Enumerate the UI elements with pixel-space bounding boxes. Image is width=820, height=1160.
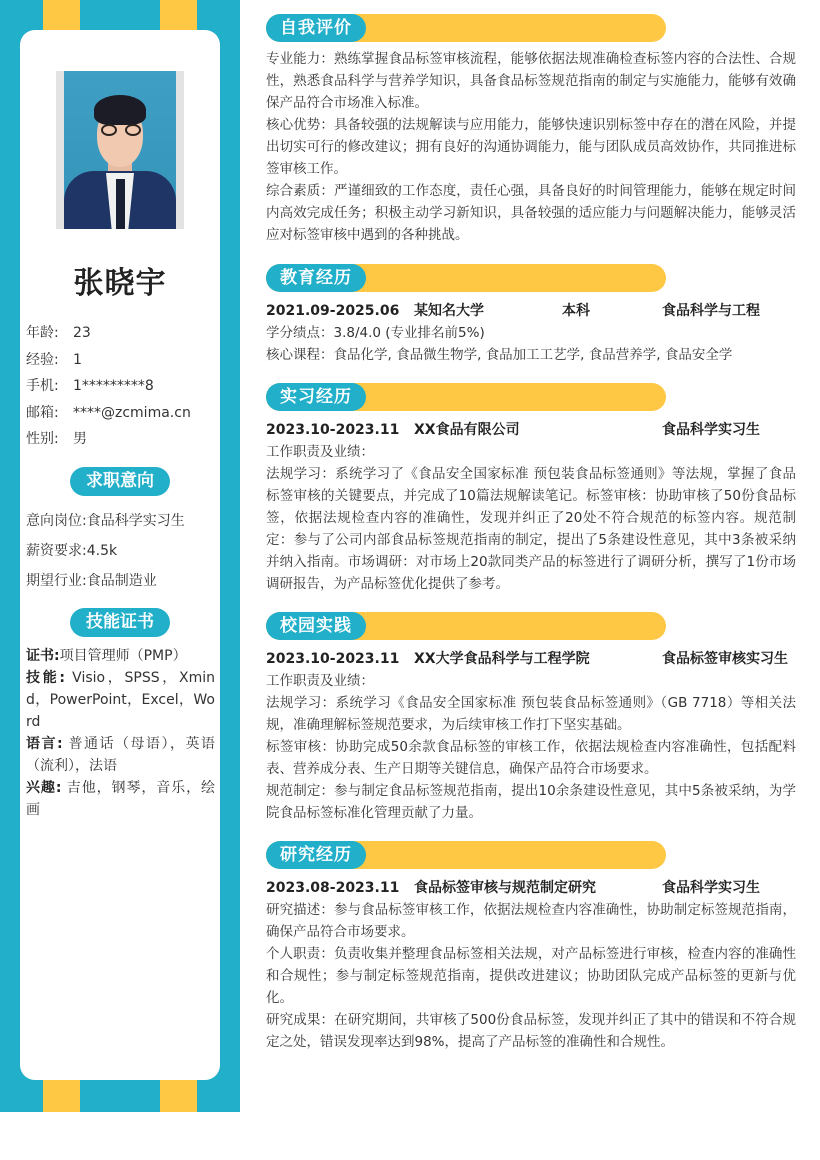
- paragraph: 学分绩点：3.8/4.0 (专业排名前5%): [266, 325, 485, 341]
- job-intent-title: 求职意向: [70, 467, 170, 496]
- section-title: 校园实践: [266, 612, 366, 640]
- profile-photo: [64, 71, 176, 229]
- skill-tools: 技能: Visio，SPSS，Xmind，PowerPoint，Excel，Word: [26, 670, 215, 730]
- skill-hobbies: 兴趣: 吉他，钢琴，音乐，绘画: [26, 780, 215, 818]
- paragraph: 核心优势：具备较强的法规解读与应用能力，能够快速识别标签中存在的潜在风险，并提出切实可行的修改建议；拥有良好的沟通协调能力，能与团队成员高效协作，共同推进标签审核工作。: [266, 117, 796, 177]
- section-header-education: [266, 264, 666, 292]
- info-phone: 手机: 1*********8: [26, 378, 154, 394]
- paragraph: 工作职责及业绩：: [266, 444, 374, 460]
- intent-salary: 薪资要求:4.5k: [26, 543, 118, 559]
- campus-body: [266, 648, 796, 824]
- paragraph: 核心课程：食品化学, 食品微生物学, 食品加工工艺学, 食品营养学, 食品安全学: [266, 347, 733, 363]
- research-entry: 2023.08-2023.11 食品标签审核与规范制定研究 食品科学实习生: [266, 880, 760, 896]
- skill-languages: 语言: 普通话（母语），英语（流利），法语: [26, 736, 215, 774]
- info-age: 年龄: 23: [26, 325, 91, 341]
- intent-industry: 期望行业:食品制造业: [26, 573, 157, 589]
- paragraph: 法规学习：系统学习了《食品安全国家标准 预包装食品标签通则》等法规，掌握了食品标签审核的关键要点，并完成了10篇法规解读笔记。标签审核：协助审核了50份食品标签，依据法规检查内容的准确性，发现并纠正了20处不符合规范的标签内容。规范制定：参与了公司内部食品标签规范指南的制定，提出了5条建设性意见，其中3条被采纳并纳入指南。市场调研：对市场上20款同类产品的标签进行了调研分析，撰写了1份市场调研报告，为产品标签优化提供了参考。: [266, 466, 796, 592]
- info-experience: 经验: 1: [26, 351, 82, 368]
- section-header-research: [266, 841, 666, 869]
- paragraph: 专业能力：熟练掌握食品标签审核流程，能够依据法规准确检查标签内容的合法性、合规性，熟悉食品科学与营养学知识，具备食品标签规范指南的制定与实施能力，能够有效确保产品符合市场准入标准。: [266, 51, 796, 111]
- paragraph: 工作职责及业绩：: [266, 673, 374, 689]
- section-title: 研究经历: [266, 841, 366, 869]
- profile-card: [20, 30, 220, 1080]
- section-header-campus: [266, 612, 666, 640]
- education-entry: 2021.09-2025.06 某知名大学 本科 食品科学与工程: [266, 303, 760, 319]
- research-body: [266, 877, 796, 1053]
- section-title: 教育经历: [266, 264, 366, 292]
- paragraph: 规范制定：参与制定食品标签规范指南，提出10余条建设性意见，其中5条被采纳，为学院食品标签标准化管理贡献了力量。: [266, 783, 796, 821]
- info-gender: 性别: 男: [26, 431, 87, 447]
- section-header-internship: [266, 383, 666, 411]
- sidebar: [0, 0, 240, 1112]
- section-title: 实习经历: [266, 383, 366, 411]
- self-eval-body: [266, 48, 796, 246]
- education-body: [266, 300, 796, 366]
- skills-list: [26, 645, 215, 821]
- skill-certificate: 证书:项目管理师（PMP）: [26, 648, 187, 664]
- job-intent-list: [26, 506, 218, 596]
- skills-title: 技能证书: [70, 608, 170, 637]
- paragraph: 个人职责：负责收集并整理食品标签相关法规，对产品标签进行审核，检查内容的准确性和合规性；参与制定标签规范指南，提供改进建议；协助团队完成产品标签的更新与优化。: [266, 946, 796, 1006]
- profile-photo-frame: [56, 71, 184, 229]
- paragraph: 标签审核：协助完成50余款食品标签的审核工作，依据法规检查内容准确性，包括配料表、营养成分表、生产日期等关键信息，确保产品符合市场要求。: [266, 739, 796, 777]
- campus-entry: 2023.10-2023.11 XX大学食品科学与工程学院 食品标签审核实习生: [266, 651, 788, 667]
- paragraph: 综合素质：严谨细致的工作态度，责任心强，具备良好的时间管理能力，能够在规定时间内高效完成任务；积极主动学习新知识，具备较强的适应能力与问题解决能力，能够灵活应对标签审核中遇到的各种挑战。: [266, 183, 796, 243]
- paragraph: 研究描述：参与食品标签审核工作，依据法规检查内容准确性，协助制定标签规范指南，确保产品符合市场要求。: [266, 902, 796, 940]
- paragraph: 研究成果：在研究期间，共审核了500份食品标签，发现并纠正了其中的错误和不符合规定之处，错误发现率达到98%，提高了产品标签的准确性和合规性。: [266, 1012, 796, 1050]
- info-email: 邮箱: ****@zcmima.cn: [26, 404, 191, 421]
- candidate-name: 张晓宇: [73, 266, 167, 301]
- intent-position: 意向岗位:食品科学实习生: [26, 513, 185, 529]
- personal-info: [26, 320, 216, 453]
- paragraph: 法规学习：系统学习《食品安全国家标准 预包装食品标签通则》（GB 7718）等相关法规，准确理解标签规范要求，为后续审核工作打下坚实基础。: [266, 695, 796, 733]
- section-header-self-eval: [266, 14, 666, 42]
- section-title: 自我评价: [266, 14, 366, 42]
- internship-body: [266, 419, 796, 595]
- internship-entry: 2023.10-2023.11 XX食品有限公司 食品科学实习生: [266, 422, 760, 438]
